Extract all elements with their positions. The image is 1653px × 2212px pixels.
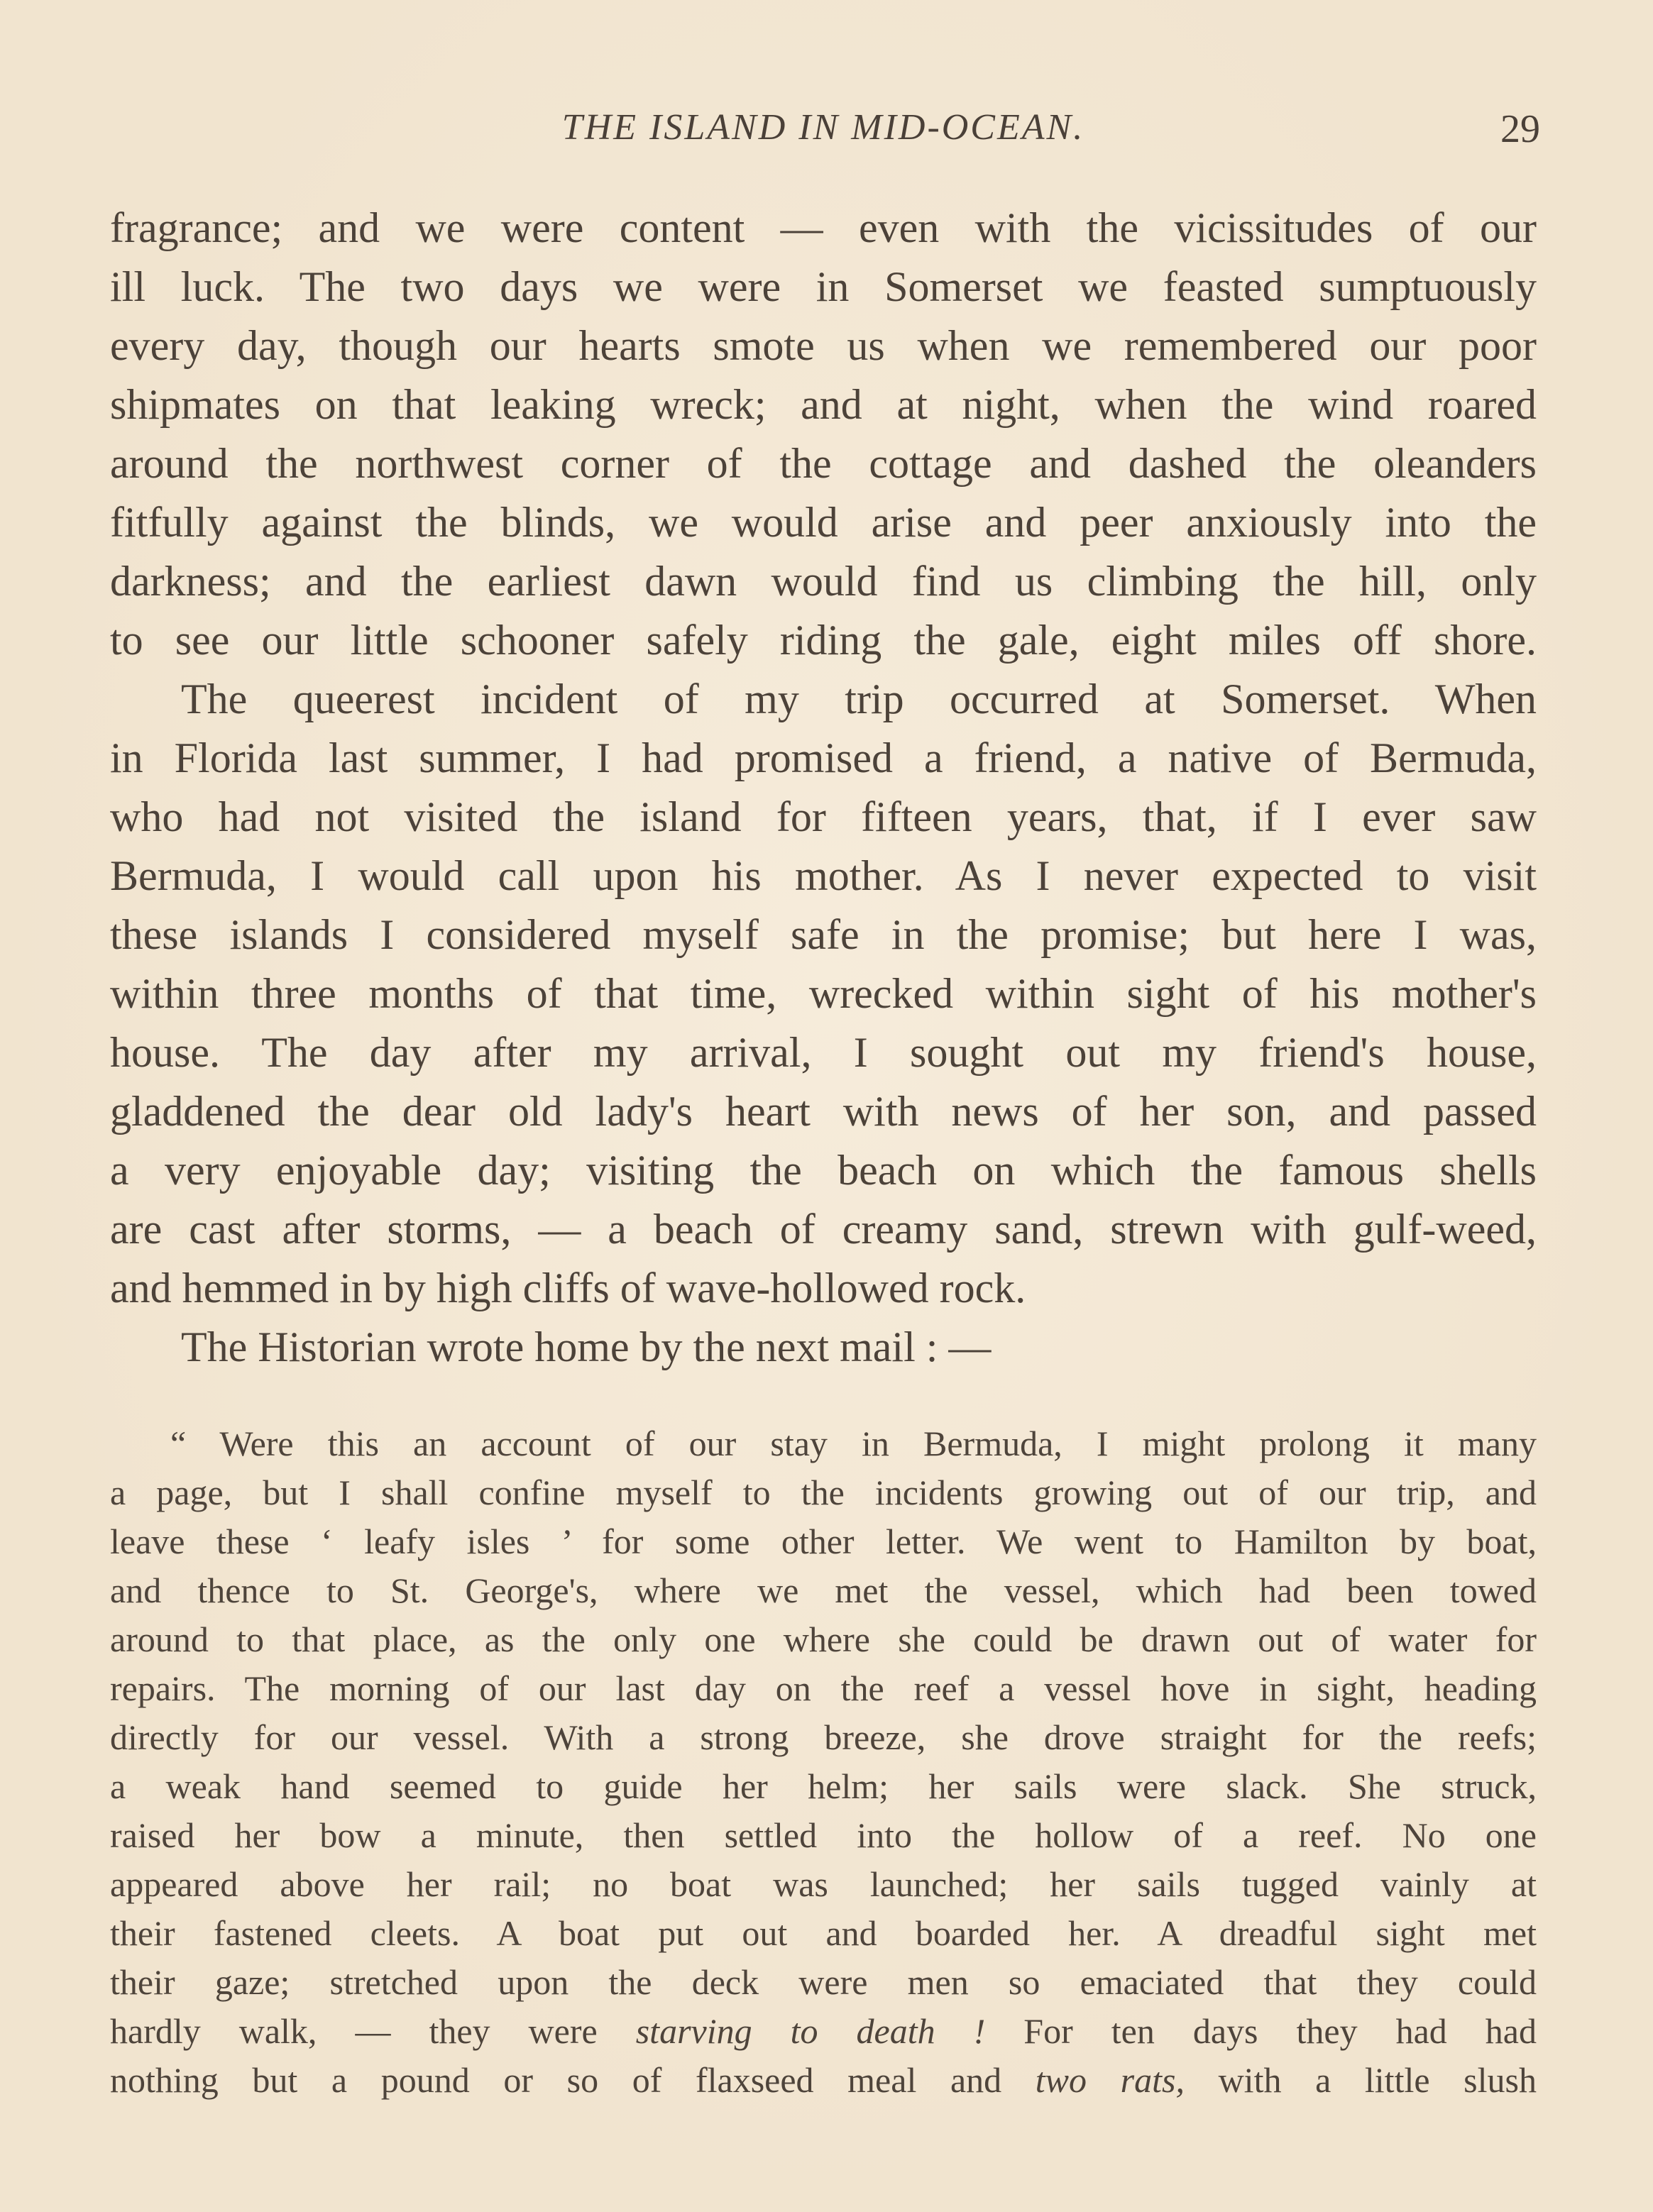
quote-line: their gaze; stretched upon the deck were men so emaciated that they could: [110, 1962, 1537, 2002]
quote-line: leave these ‘ leafy isles ’ for some other letter. We went to Hamilton by boat,: [110, 1522, 1537, 1561]
text-line: every day, though our hearts smote us when we remembered our poor: [110, 322, 1537, 369]
text-line: ill luck. The two days we were in Somerset we feasted sumptuously: [110, 263, 1537, 310]
quote-line-text: with a little slush: [1184, 2060, 1537, 2100]
text-line: and hemmed in by high cliffs of wave-hollowed rock.: [110, 1265, 1026, 1311]
text-line: in Florida last summer, I had promised a friend, a native of Bermuda,: [110, 734, 1537, 781]
quoted-letter: [110, 1419, 1537, 2105]
quote-line: raised her bow a minute, then settled into the hollow of a reef. No one: [110, 1815, 1537, 1855]
text-line: gladdened the dear old lady's heart with news of her son, and passed: [110, 1088, 1537, 1135]
text-line: to see our little schooner safely riding the gale, eight miles off shore.: [110, 617, 1537, 664]
text-line: darkness; and the earliest dawn would find us climbing the hill, only: [110, 558, 1537, 605]
quote-line: “ Were this an account of our stay in Bermuda, I might prolong it many: [170, 1424, 1537, 1463]
text-line: The Historian wrote home by the next mail : —: [181, 1324, 992, 1370]
text-line: are cast after storms, — a beach of creamy sand, strewn with gulf-weed,: [110, 1206, 1537, 1253]
emphasis-text: two rats,: [1035, 2060, 1185, 2100]
text-line: fragrance; and we were content — even with the vicissitudes of our: [110, 204, 1537, 251]
quote-line: a page, but I shall confine myself to the incidents growing out of our trip, and: [110, 1473, 1537, 1512]
text-line: fitfully against the blinds, we would arise and peer anxiously into the: [110, 499, 1537, 546]
quote-line-text: hardly walk, — they were: [110, 2011, 636, 2051]
quote-line: a weak hand seemed to guide her helm; her sails were slack. She struck,: [110, 1766, 1537, 1806]
paragraph-3: [110, 1318, 1537, 1377]
text-line: The queerest incident of my trip occurred at Somerset. When: [181, 676, 1537, 722]
emphasis-text: starving to death !: [635, 2011, 986, 2051]
quote-line-text: nothing but a pound or so of flaxseed meal and: [110, 2060, 1036, 2100]
quote-line: [110, 2007, 1537, 2056]
text-line: who had not visited the island for fifteen years, that, if I ever saw: [110, 793, 1537, 840]
text-line: a very enjoyable day; visiting the beach on which the famous shells: [110, 1147, 1537, 1194]
paragraph-1: [110, 199, 1537, 670]
quote-line: [110, 2056, 1537, 2105]
quote-line: repairs. The morning of our last day on the reef a vessel hove in sight, heading: [110, 1668, 1537, 1708]
paragraph-2: [110, 670, 1537, 1318]
page-header: [106, 106, 1540, 163]
quote-line: directly for our vessel. With a strong breeze, she drove straight for the reefs;: [110, 1717, 1537, 1757]
text-line: within three months of that time, wrecked within sight of his mother's: [110, 970, 1537, 1017]
quote-line: around to that place, as the only one where she could be drawn out of water for: [110, 1619, 1537, 1659]
quote-line: appeared above her rail; no boat was launched; her sails tugged vainly at: [110, 1864, 1537, 1904]
text-line: house. The day after my arrival, I sought out my friend's house,: [110, 1029, 1537, 1076]
text-line: shipmates on that leaking wreck; and at night, when the wind roared: [110, 381, 1537, 428]
text-line: these islands I considered myself safe in the promise; but here I was,: [110, 911, 1537, 958]
text-line: Bermuda, I would call upon his mother. As I never expected to visit: [110, 852, 1537, 899]
page-number: 29: [1500, 107, 1540, 151]
text-line: around the northwest corner of the cottage and dashed the oleanders: [110, 440, 1537, 487]
quote-line-text: For ten days they had had: [985, 2011, 1537, 2051]
quote-line: their fastened cleets. A boat put out and boarded her. A dreadful sight met: [110, 1913, 1537, 1953]
body-text: [110, 199, 1537, 2105]
running-head: THE ISLAND IN MID-OCEAN.: [561, 107, 1085, 148]
quote-line: and thence to St. George's, where we met the vessel, which had been towed: [110, 1570, 1537, 1610]
